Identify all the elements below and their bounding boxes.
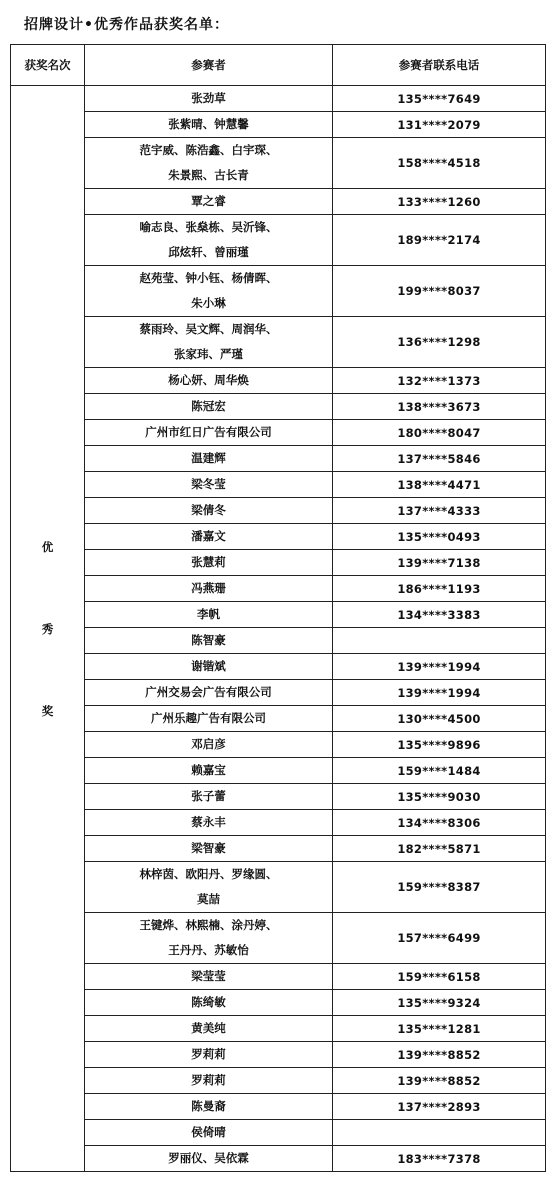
table-row xyxy=(11,576,546,602)
table-row xyxy=(11,138,546,189)
phone-cell: 138****3673 xyxy=(333,394,546,420)
table-row xyxy=(11,654,546,680)
participant-cell xyxy=(85,266,333,317)
participant-name: 梁莹莹 xyxy=(191,969,226,983)
table-row xyxy=(11,706,546,732)
participant-cell xyxy=(85,472,333,498)
phone-cell: 159****8387 xyxy=(333,862,546,913)
participant-cell xyxy=(85,706,333,732)
participant-name: 谢锴斌 xyxy=(191,659,226,673)
participant-name: 莫喆 xyxy=(197,892,220,906)
participant-name: 张劲草 xyxy=(191,91,226,105)
phone-cell: 135****7649 xyxy=(333,86,546,112)
table-row xyxy=(11,1094,546,1120)
table-row xyxy=(11,1042,546,1068)
participant-name: 侯倚晴 xyxy=(191,1125,226,1139)
table-row xyxy=(11,836,546,862)
phone-cell xyxy=(333,1120,546,1146)
phone-cell: 133****1260 xyxy=(333,189,546,215)
participant-name: 广州乐趣广告有限公司 xyxy=(151,711,266,725)
phone-cell: 183****7378 xyxy=(333,1146,546,1172)
phone-cell: 137****4333 xyxy=(333,498,546,524)
participant-name: 罗莉莉 xyxy=(191,1073,226,1087)
table-row xyxy=(11,990,546,1016)
participant-cell xyxy=(85,498,333,524)
award-rank-char: 优 xyxy=(41,539,54,554)
participant-name: 赖嘉宝 xyxy=(191,763,226,777)
participant-cell xyxy=(85,602,333,628)
participant-cell xyxy=(85,215,333,266)
participant-cell xyxy=(85,990,333,1016)
participant-cell xyxy=(85,524,333,550)
table-row xyxy=(11,862,546,913)
participant-cell xyxy=(85,1068,333,1094)
participant-name: 陈智豪 xyxy=(191,633,226,647)
table-row xyxy=(11,1016,546,1042)
phone-cell: 137****5846 xyxy=(333,446,546,472)
phone-cell: 132****1373 xyxy=(333,368,546,394)
phone-cell xyxy=(333,628,546,654)
participant-cell xyxy=(85,913,333,964)
award-table xyxy=(10,44,546,1172)
phone-cell: 182****5871 xyxy=(333,836,546,862)
table-row xyxy=(11,810,546,836)
participant-name: 林梓茵、欧阳丹、罗缘圆、 xyxy=(139,867,278,881)
participant-name: 王丹丹、苏敏怡 xyxy=(168,943,249,957)
table-row xyxy=(11,784,546,810)
table-row xyxy=(11,215,546,266)
participant-name: 张子蕾 xyxy=(191,789,226,803)
table-row xyxy=(11,394,546,420)
table-row xyxy=(11,498,546,524)
participant-name: 广州交易会广告有限公司 xyxy=(145,685,272,699)
phone-cell: 130****4500 xyxy=(333,706,546,732)
participant-name: 温建辉 xyxy=(191,451,226,465)
participant-cell xyxy=(85,1042,333,1068)
participant-cell xyxy=(85,784,333,810)
phone-cell: 189****2174 xyxy=(333,215,546,266)
participant-name: 梁倩冬 xyxy=(191,503,226,517)
participant-cell xyxy=(85,732,333,758)
participant-cell xyxy=(85,189,333,215)
participant-name: 梁智豪 xyxy=(191,841,226,855)
table-row xyxy=(11,913,546,964)
table-row xyxy=(11,1068,546,1094)
phone-cell: 137****2893 xyxy=(333,1094,546,1120)
participant-cell xyxy=(85,964,333,990)
table-row xyxy=(11,86,546,112)
participant-name: 黄美纯 xyxy=(191,1021,226,1035)
participant-name: 潘嘉文 xyxy=(191,529,226,543)
table-row xyxy=(11,758,546,784)
phone-cell: 135****0493 xyxy=(333,524,546,550)
participant-cell xyxy=(85,836,333,862)
participant-name: 冯燕珊 xyxy=(191,581,226,595)
participant-cell xyxy=(85,112,333,138)
participant-cell xyxy=(85,862,333,913)
table-row xyxy=(11,472,546,498)
participant-name: 梁冬莹 xyxy=(191,477,226,491)
participant-name: 邓启彦 xyxy=(191,737,226,751)
table-row xyxy=(11,524,546,550)
participant-cell xyxy=(85,368,333,394)
phone-cell: 135****1281 xyxy=(333,1016,546,1042)
participant-cell xyxy=(85,758,333,784)
table-row xyxy=(11,420,546,446)
table-row xyxy=(11,266,546,317)
participant-name: 李帆 xyxy=(197,607,220,621)
table-row xyxy=(11,1120,546,1146)
participant-cell xyxy=(85,628,333,654)
participant-cell xyxy=(85,317,333,368)
participant-name: 覃之睿 xyxy=(191,194,226,208)
phone-cell: 139****1994 xyxy=(333,680,546,706)
phone-cell: 180****8047 xyxy=(333,420,546,446)
header-participant: 参赛者 xyxy=(85,45,333,86)
table-row xyxy=(11,112,546,138)
participant-name: 蔡永丰 xyxy=(191,815,226,829)
participant-cell xyxy=(85,1094,333,1120)
table-row xyxy=(11,680,546,706)
table-row xyxy=(11,317,546,368)
table-row xyxy=(11,964,546,990)
participant-name: 蔡雨玲、吴文辉、周润华、 xyxy=(139,322,278,336)
participant-name: 陈绮敏 xyxy=(191,995,226,1009)
table-row xyxy=(11,446,546,472)
award-rank-cell xyxy=(11,86,85,1172)
participant-cell xyxy=(85,550,333,576)
table-row xyxy=(11,368,546,394)
participant-name: 杨心妍、周华焕 xyxy=(168,373,249,387)
participant-cell xyxy=(85,1146,333,1172)
participant-name: 张紫晴、钟慧馨 xyxy=(168,117,249,131)
participant-cell xyxy=(85,810,333,836)
participant-cell xyxy=(85,1120,333,1146)
participant-name: 陈曼裔 xyxy=(191,1099,226,1113)
participant-cell xyxy=(85,86,333,112)
participant-name: 朱景熙、古长青 xyxy=(168,168,249,182)
participant-cell xyxy=(85,654,333,680)
phone-cell: 139****7138 xyxy=(333,550,546,576)
table-row xyxy=(11,732,546,758)
participant-name: 邱炫轩、曾丽瑾 xyxy=(168,245,249,259)
participant-name: 喻志良、张燊栋、吴沂锋、 xyxy=(139,220,278,234)
phone-cell: 131****2079 xyxy=(333,112,546,138)
participant-cell xyxy=(85,576,333,602)
header-phone: 参赛者联系电话 xyxy=(333,45,546,86)
phone-cell: 139****8852 xyxy=(333,1042,546,1068)
table-row xyxy=(11,602,546,628)
award-rank-char: 秀 xyxy=(41,621,54,636)
phone-cell: 134****8306 xyxy=(333,810,546,836)
phone-cell: 186****1193 xyxy=(333,576,546,602)
participant-name: 范宇威、陈浩鑫、白宇琛、 xyxy=(139,143,278,157)
participant-cell xyxy=(85,138,333,189)
phone-cell: 134****3383 xyxy=(333,602,546,628)
table-row xyxy=(11,189,546,215)
participant-name: 罗莉莉 xyxy=(191,1047,226,1061)
table-row xyxy=(11,1146,546,1172)
document-title: 招牌设计•优秀作品获奖名单： xyxy=(24,17,229,33)
participant-name: 张慧莉 xyxy=(191,555,226,569)
phone-cell: 158****4518 xyxy=(333,138,546,189)
phone-cell: 139****8852 xyxy=(333,1068,546,1094)
table-row xyxy=(11,550,546,576)
participant-cell xyxy=(85,420,333,446)
phone-cell: 139****1994 xyxy=(333,654,546,680)
participant-name: 陈冠宏 xyxy=(191,399,226,413)
participant-name: 张家玮、严瑾 xyxy=(174,347,243,361)
participant-cell xyxy=(85,1016,333,1042)
phone-cell: 135****9896 xyxy=(333,732,546,758)
header-rank: 获奖名次 xyxy=(11,45,85,86)
phone-cell: 159****6158 xyxy=(333,964,546,990)
participant-cell xyxy=(85,394,333,420)
phone-cell: 157****6499 xyxy=(333,913,546,964)
participant-name: 广州市红日广告有限公司 xyxy=(145,425,272,439)
participant-name: 罗丽仪、吴依霖 xyxy=(168,1151,249,1165)
participant-cell xyxy=(85,446,333,472)
phone-cell: 159****1484 xyxy=(333,758,546,784)
participant-cell xyxy=(85,680,333,706)
award-rank-char: 奖 xyxy=(41,703,54,718)
participant-name: 王键烨、林熙楠、涂丹婷、 xyxy=(139,918,278,932)
phone-cell: 135****9324 xyxy=(333,990,546,1016)
phone-cell: 138****4471 xyxy=(333,472,546,498)
phone-cell: 135****9030 xyxy=(333,784,546,810)
participant-name: 赵苑莹、钟小钰、杨倩晖、 xyxy=(139,271,278,285)
phone-cell: 199****8037 xyxy=(333,266,546,317)
participant-name: 朱小琳 xyxy=(191,296,226,310)
table-header-row xyxy=(11,45,546,86)
table-row xyxy=(11,628,546,654)
phone-cell: 136****1298 xyxy=(333,317,546,368)
